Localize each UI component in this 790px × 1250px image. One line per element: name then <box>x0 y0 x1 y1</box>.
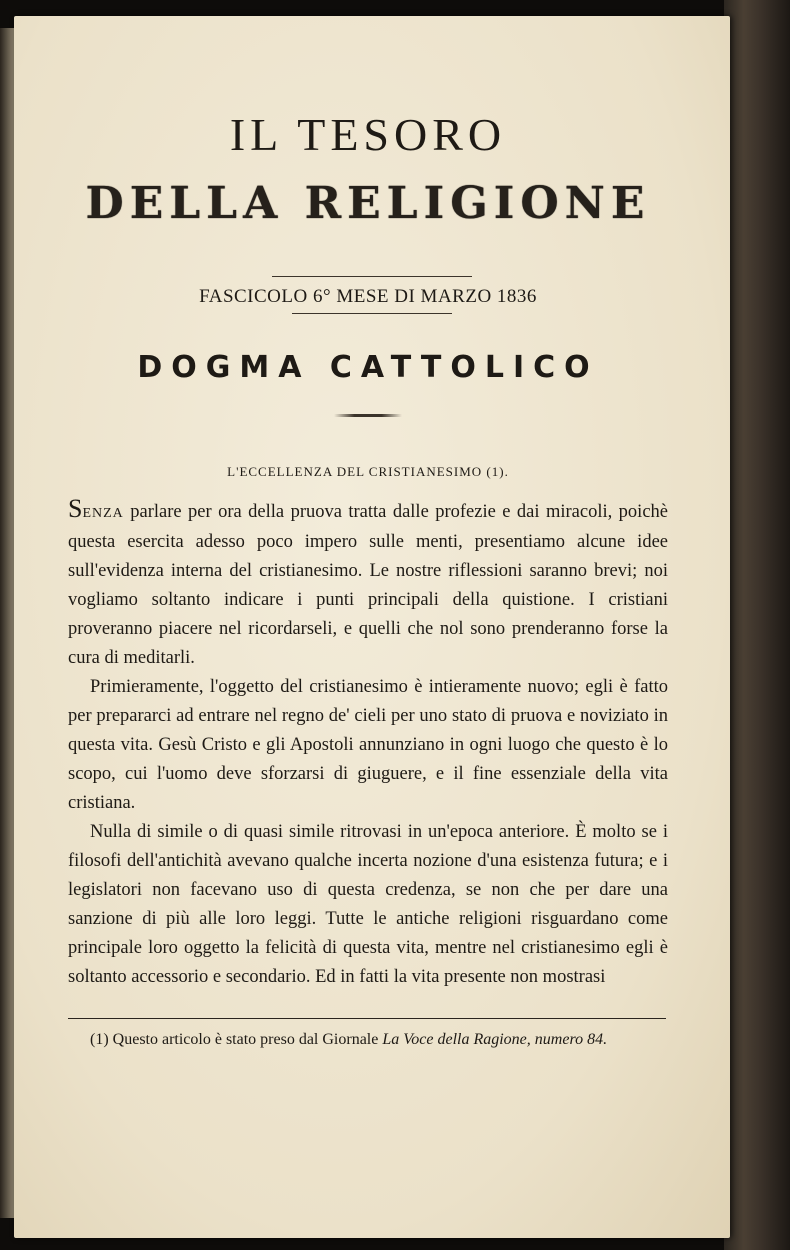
footnote-source: La Voce della Ragione, <box>382 1031 531 1048</box>
issue-line: FASCICOLO 6° MESE DI MARZO 1836 <box>199 286 537 307</box>
drop-cap: S <box>68 494 83 523</box>
issue-rule <box>292 313 452 314</box>
paragraph-1 <box>68 494 668 673</box>
article-body <box>68 494 668 992</box>
footnote-rule <box>68 1018 666 1019</box>
section-title: DOGMA CATTOLICO <box>137 350 599 385</box>
title-line-2: DELLA RELIGIONE <box>85 178 651 229</box>
article-heading: L'ECCELLENZA DEL CRISTIANESIMO (1). <box>227 464 509 479</box>
footnote-number: numero 84. <box>534 1031 608 1048</box>
book-page <box>14 16 730 1238</box>
footnote <box>68 1028 668 1052</box>
paragraph-3: Nulla di simile o di quasi simile ritrovasi in un'epoca anteriore. È molto se i filosofi dell'antichità avevano qualche incerta nozione d'una esistenza futura; e i legislatori non facevano uso di questa credenza, se non che per dare una sanzione di più alle loro leggi. Tutte le antiche religioni risguardano come principale loro oggetto la felicità di questa vita, mentre nel cristianesimo egli è soltanto accessorio e secondario. Ed in fatti la vita presente non mostrasi <box>68 822 668 987</box>
paragraph-1-text: parlare per ora della pruova tratta dalle profezie e dai miracoli, poichè questa esercita adesso poco impero sulle menti, presentiamo alcune idee sull'evidenza interna del cristianesimo. Le nostre riflessioni saranno brevi; noi vogliamo soltanto indicare i punti principali della quistione. I cristiani proveranno piacere nel ricordarseli, e quelli che nol sono prenderanno forse la cura di meditarli. <box>68 502 668 668</box>
title-rule <box>272 276 472 277</box>
footnote-prefix: (1) Questo articolo è stato preso dal Giornale <box>90 1031 383 1048</box>
ornament-divider <box>334 414 402 417</box>
paragraph-2: Primieramente, l'oggetto del cristianesimo è intieramente nuovo; egli è fatto per prepararci ad entrare nel regno de' cieli per uno stato di pruova e noviziato in questa vita. Gesù Cristo e gli Apostoli annunziano in ogni luogo che questo è lo scopo, cui l'uomo deve sforzarsi di giuguere, e il fine essenziale della vita cristiana. <box>68 677 668 813</box>
title-line-1: IL TESORO <box>229 109 507 160</box>
drop-cap-rest: ENZA <box>82 506 124 521</box>
book-spine <box>724 0 790 1250</box>
